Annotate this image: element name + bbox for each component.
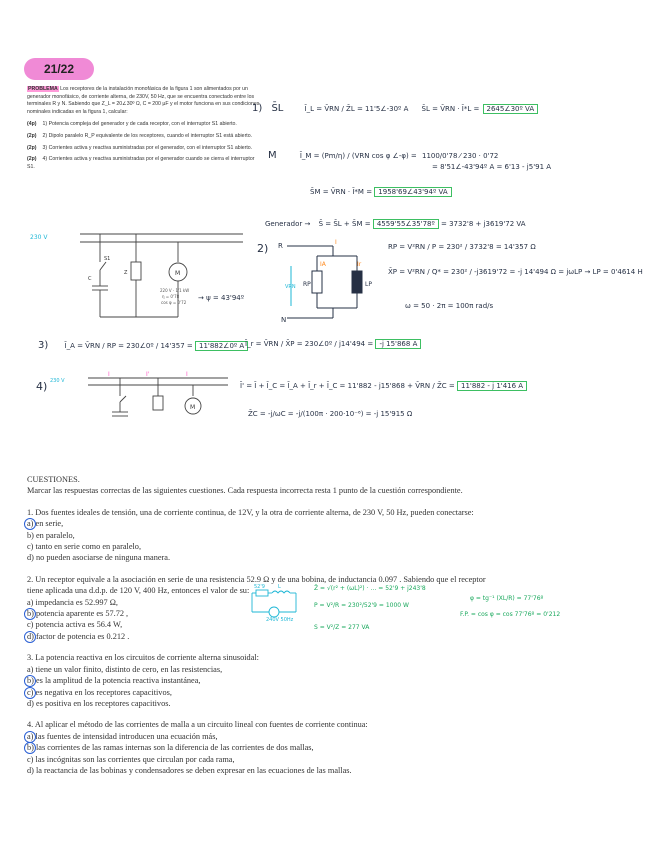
svg-text:M: M: [190, 404, 196, 411]
svg-text:N: N: [281, 316, 287, 324]
q4-option-a[interactable]: a) las fuentes de intensidad introducen una ecuación más,: [27, 731, 637, 742]
q4-option-d[interactable]: d) la reactancia de las bobinas y condensadores se deben expresar en las ecuaciones de las mallas.: [27, 765, 352, 775]
q3-option-b[interactable]: b) es la amplitud de la potencia reactiva instantánea,: [27, 675, 637, 686]
q1-option-a[interactable]: a) en serie,: [27, 518, 637, 529]
answer-box-ir: -j 15'868 A: [375, 339, 421, 349]
selected-mark-icon: [24, 631, 36, 643]
svg-text:S1: S1: [104, 256, 111, 262]
svg-text:→ ψ = 43'94º: → ψ = 43'94º: [198, 294, 245, 302]
q4-option-b[interactable]: b) las corrientes de las ramas internas son la diferencia de las corrientes de dos mallas,: [27, 742, 637, 753]
question-2: 2. Un receptor equivale a la asociación en serie de una resistencia 52.9 Ω y de una bobina, de inductancia 0.097 . Sabiendo que el receptor tiene aplicada una d.d.p. de 120 V, 400 Hz, entonces el valor de su: a) impedancia es 52.997 Ω, b) potencia aparente es 57.72 , c) potencia activa es 56.4 W, d) factor de potencia es 0.212 .: [27, 574, 637, 642]
svg-text:M: M: [175, 270, 181, 277]
work-motor: M Ī_M = (Pm/η) / (VRN cos φ ∠-φ) = 1100/0'78 ⁄ 230 · 0'72: [268, 150, 499, 161]
q4-option-c[interactable]: c) las incógnitas son las corrientes que circulan por cada rama,: [27, 754, 235, 764]
svg-text:η = 0'78: η = 0'78: [162, 294, 180, 299]
problem-item-2: (2p) 2) Dipolo paralelo R_P equivalente de los receptores, cuando el interruptor S1 está abierto.: [27, 132, 253, 139]
q2-note-z: Z̄ = √(r² + (ωL)²) · … = 52'9 + j243'8: [314, 585, 426, 592]
svg-text:C: C: [88, 276, 92, 282]
questions-heading: CUESTIONES.: [27, 475, 80, 484]
svg-text:Z: Z: [124, 270, 128, 276]
svg-text:I: I: [186, 371, 188, 378]
q1-option-c[interactable]: c) tanto en serie como en paralelo,: [27, 542, 142, 552]
svg-text:2): 2): [257, 242, 269, 255]
svg-text:VRN: VRN: [285, 284, 296, 290]
answer-box-sm: 1958'69∠43'94º VA: [374, 187, 451, 197]
work-rp: RP = V²RN / P = 230² / 3732'8 = 14'357 Ω: [388, 243, 536, 251]
q2-option-d[interactable]: d) factor de potencia es 0.212 .: [27, 631, 637, 642]
svg-text:230 V: 230 V: [50, 378, 65, 384]
svg-text:52'9: 52'9: [254, 584, 265, 590]
question-1: 1. Dos fuentes ideales de tensión, una de corriente continua, de 12V, y la otra de corriente alterna, de 230 V, 50 Hz, pueden conectarse: a) en serie, b) en paralelo, c) tanto en serie como en paralelo, d) no pueden asociarse de ninguna manera.: [27, 507, 637, 564]
q2-option-a[interactable]: a) impedancia es 52.997 Ω,: [27, 597, 118, 607]
problem-item-4: (2p) 4) Corrientes activa y reactiva suministradas por el generador cuando se cierra el interruptor S1.: [27, 156, 255, 170]
q2-option-c[interactable]: c) potencia activa es 56.4 W,: [27, 620, 123, 630]
work-s4-i: Ī' = Ī + Ī_C = Ī_A + Ī_r + Ī_C = 11'882 - j15'868 + V̄RN / Z̄C = 11'882 - j 1'416 A: [240, 382, 527, 390]
question-3: 3. La potencia reactiva en los circuitos de corriente alterna sinusoidal: a) tiene un valor finito, distinto de cero, en las resistencias, b) es la amplitud de la potencia reactiva instantánea, c) es negativa en los receptores capacitivos, d) es positiva en los receptores capacitivos.: [27, 652, 637, 709]
svg-text:230 V: 230 V: [30, 234, 48, 241]
dipole-sketch: [255, 236, 405, 328]
circuit-figure-4: [28, 368, 228, 438]
work-omega: ω = 50 · 2π = 100π rad/s: [405, 302, 494, 310]
svg-text:220 V · 1'1 kW: 220 V · 1'1 kW: [160, 288, 190, 293]
work-s4-zc: Z̄C = -j/ωC = -j/(100π · 200·10⁻⁶) = -j 15'915 Ω: [248, 410, 413, 418]
questions-intro: Marcar las respuestas correctas de las siguientes cuestiones. Cada respuesta incorrecta resta 1 punto de la cuestión correspondiente.: [27, 486, 463, 496]
svg-text:R: R: [278, 242, 283, 250]
svg-text:240V 50Hz: 240V 50Hz: [266, 617, 294, 622]
page-badge: 21/22: [24, 58, 94, 80]
problem-item-3: (2p) 3) Corrientes activa y reactiva suministradas por el generador, con el interruptor S1 abierto.: [27, 144, 253, 151]
work-motor-result: = 8'51∠-43'94º A = 6'13 - j5'91 A: [432, 163, 552, 171]
selected-mark-icon: [24, 742, 36, 754]
selected-mark-icon: [24, 675, 36, 687]
q2-option-b[interactable]: b) potencia aparente es 57.72 ,: [27, 608, 637, 619]
svg-text:LP: LP: [365, 281, 372, 288]
svg-text:4): 4): [36, 380, 48, 393]
svg-text:cos φ = 0'72: cos φ = 0'72: [161, 300, 187, 305]
q2-circuit-sketch: [250, 582, 310, 622]
work-s3-ir: Ī_r = V̄RN / X̄P = 230∠0º / j14'494 = -j 15'868 A: [245, 340, 421, 348]
svg-text:RP: RP: [303, 281, 311, 288]
problem-text: Los receptores de la instalación monofásica de la figura 1 son alimentados por un generador monofásico, de corriente alterna, de 230V, 50 Hz, que se encuentra conectado entre los terminales R y N. Sabiendo que Z_L = 20∠30º Ω, C = 200 µF y el motor funciona en sus condiciones nominales indicadas en la figura 1, calcular:: [27, 86, 260, 115]
answer-box-i-prime: 11'882 - j 1'416 A: [457, 381, 527, 391]
problem-item-1: (4p) 1) Potencia compleja del generador y de cada receptor, con el interruptor S1 abierto.: [27, 121, 237, 128]
work-sm: S̄M = V̄RN · Ī*M = 1958'69∠43'94º VA: [310, 188, 452, 196]
answer-box-sl: 2645∠30º VA: [483, 104, 539, 114]
work-s3-ia: 3) Ī_A = V̄RN / RP = 230∠0º / 14'357 = 11'882∠0º A: [38, 340, 248, 351]
svg-text:L: L: [278, 584, 281, 590]
work-s1: 1) S̄L Ī_L = V̄RN / Z̄L = 11'5∠-30º A S̄L = V̄RN · Ī*L = 2645∠30º VA: [252, 103, 538, 114]
q3-option-c[interactable]: c) es negativa en los receptores capacitivos,: [27, 687, 637, 698]
q1-option-b[interactable]: b) en paralelo,: [27, 530, 75, 540]
q3-option-a[interactable]: a) tiene un valor finito, distinto de cero, en las resistencias,: [27, 664, 223, 674]
work-generator: Generador → S̄ = S̄L + S̄M = 4559'55∠35'78º = 3732'8 + j3619'72 VA: [265, 220, 526, 228]
q2-note-s: S = V²/Z = 277 VA: [314, 624, 370, 631]
circuit-figure-1: [28, 222, 258, 332]
question-4: 4. Al aplicar el método de las corrientes de malla a un circuito lineal con fuentes de corriente continua: a) las fuentes de intensidad introducen una ecuación más, b) las corrientes de las ramas internas son la diferencia de las corrientes de dos mallas, c) las incógnitas son las corrientes que circulan por cada rama, d) la reactancia de las bobinas y condensadores se deben expresar en las ecuaciones de las mallas.: [27, 719, 637, 776]
problem-tag: PROBLEMA: [28, 86, 58, 92]
q2-note-p: P = V²/R = 230²/52'9 = 1000 W: [314, 602, 409, 609]
svg-text:Ir: Ir: [357, 261, 362, 268]
selected-mark-icon: [24, 731, 36, 743]
selected-mark-icon: [24, 608, 36, 620]
svg-text:I: I: [335, 239, 337, 246]
q1-option-d[interactable]: d) no pueden asociarse de ninguna manera.: [27, 553, 171, 563]
q2-note-fp: F.P. = cos φ = cos 77'76º = 0'212: [460, 611, 561, 618]
svg-text:IA: IA: [320, 261, 326, 268]
selected-mark-icon: [24, 518, 36, 530]
answer-box-s: 4559'55∠35'78º: [373, 219, 439, 229]
answer-box-ia: 11'882∠0º A: [195, 341, 248, 351]
svg-text:I: I: [108, 371, 110, 378]
svg-text:I': I': [146, 371, 150, 378]
problem-statement: [27, 86, 263, 175]
q3-option-d[interactable]: d) es positiva en los receptores capacitivos.: [27, 698, 171, 708]
q2-note-phi: φ = tg⁻¹ (XL/R) = 77'76º: [470, 595, 544, 602]
selected-mark-icon: [24, 687, 36, 699]
work-xp: X̄P = V²RN / Q* = 230² / -j3619'72 = -j 14'494 Ω = jωLP → LP = 0'4614 H: [388, 268, 643, 276]
